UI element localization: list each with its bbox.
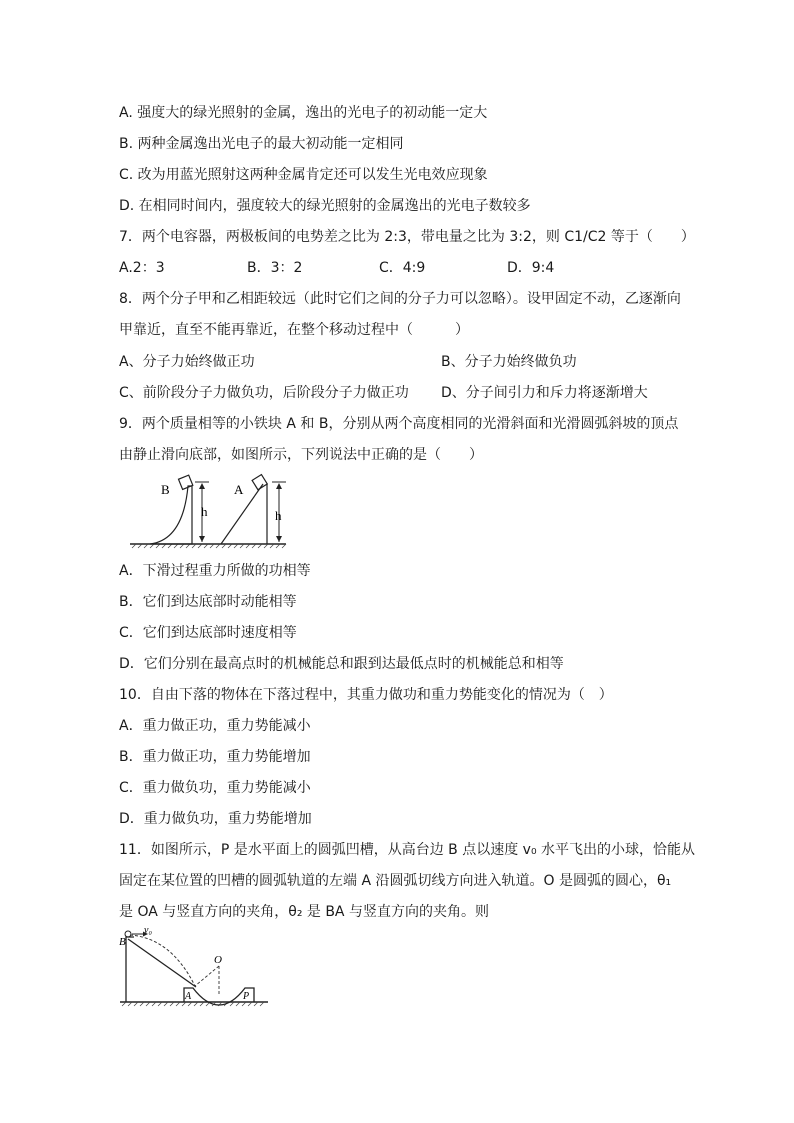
q9-figure-slopes <box>128 472 290 552</box>
q9-option-a: A．下滑过程重力所做的功相等 <box>119 563 311 579</box>
q9-curved-slope <box>150 486 192 544</box>
q8-stem-line2: 甲靠近，直至不能再靠近，在整个移动过程中（ ） <box>119 322 469 338</box>
q7-option-c: C．4:9 <box>379 260 426 276</box>
q11-label-o: O <box>214 954 222 966</box>
q6-option-d: D. 在相同时间内，强度较大的绿光照射的金属逸出的光电子数较多 <box>119 198 531 214</box>
q11-ground <box>120 1002 268 1006</box>
q8-option-b: B、分子力始终做负功 <box>441 354 577 370</box>
q6-option-b: B. 两种金属逸出光电子的最大初动能一定相同 <box>119 136 404 152</box>
q9-label-h-2: h <box>275 508 282 523</box>
q9-label-a: A <box>234 482 244 497</box>
q11-label-p: P <box>243 991 250 1002</box>
q7-options <box>119 258 554 278</box>
q10-stem: 10．自由下落的物体在下落过程中，其重力做功和重力势能变化的情况为（ ） <box>119 687 613 703</box>
q11-radius-oa <box>195 966 219 986</box>
q7-option-b: B．3：2 <box>247 260 303 276</box>
q6-option-a: A. 强度大的绿光照射的金属，逸出的光电子的初动能一定大 <box>119 105 488 121</box>
q6-option-c: C. 改为用蓝光照射这两种金属肯定还可以发生光电效应现象 <box>119 167 488 183</box>
q11-label-a: A <box>185 991 192 1002</box>
q10-option-c: C．重力做负功，重力势能减小 <box>119 780 311 796</box>
q9-block-b <box>178 475 192 489</box>
q11-trajectory <box>130 935 195 986</box>
q11-line2: 固定在某位置的凹槽的圆弧轨道的左端 A 沿圆弧切线方向进入轨道。O 是圆弧的圆心，θ₁ <box>119 873 672 889</box>
q9-label-b: B <box>161 482 170 497</box>
q7-option-d: D．9:4 <box>507 260 555 276</box>
q11-line1: 11．如图所示，P 是水平面上的圆弧凹槽，从高台边 B 点以速度 v₀ 水平飞出的小球，恰能从 <box>119 842 696 858</box>
q9-stem-line2: 由静止滑向底部，如图所示，下列说法中正确的是（ ） <box>119 447 483 463</box>
q9-option-c: C．它们到达底部时速度相等 <box>119 625 297 641</box>
q11-platform <box>126 937 134 1002</box>
q11-label-v0: v₀ <box>144 926 152 936</box>
q7-option-a: A.2：3 <box>119 260 165 276</box>
q9-label-h-1: h <box>201 504 208 519</box>
q11-figure-projectile <box>116 926 272 1012</box>
q7-stem: 7．两个电容器，两极板间的电势差之比为 2:3，带电量之比为 3:2，则 C1/C2 等于（ ） <box>119 229 695 245</box>
q10-option-b: B．重力做正功，重力势能增加 <box>119 749 311 765</box>
q8-stem-line1: 8．两个分子甲和乙相距较远（此时它们之间的分子力可以忽略）。设甲固定不动，乙逐渐向 <box>119 291 681 307</box>
q9-stem-line1: 9．两个质量相等的小铁块 A 和 B，分别从两个高度相同的光滑斜面和光滑圆弧斜坡的顶点 <box>119 416 679 432</box>
q8-option-d: D、分子间引力和斥力将逐渐增大 <box>441 385 648 401</box>
q11-line-ba <box>128 939 196 987</box>
q10-option-d: D．重力做负功，重力势能增加 <box>119 811 312 827</box>
q9-block-a <box>252 475 267 490</box>
q11-line3: 是 OA 与竖直方向的夹角，θ₂ 是 BA 与竖直方向的夹角。则 <box>119 904 489 920</box>
q9-option-d: D．它们分别在最高点时的机械能总和跟到达最低点时的机械能总和相等 <box>119 656 564 672</box>
q8-option-a: A、分子力始终做正功 <box>119 354 255 370</box>
q10-option-a: A．重力做正功，重力势能减小 <box>119 718 311 734</box>
q11-label-b: B <box>119 936 126 948</box>
q8-option-c: C、前阶段分子力做负功，后阶段分子力做正功 <box>119 385 409 401</box>
q9-option-b: B．它们到达底部时动能相等 <box>119 594 297 610</box>
q11-ball <box>125 931 131 937</box>
